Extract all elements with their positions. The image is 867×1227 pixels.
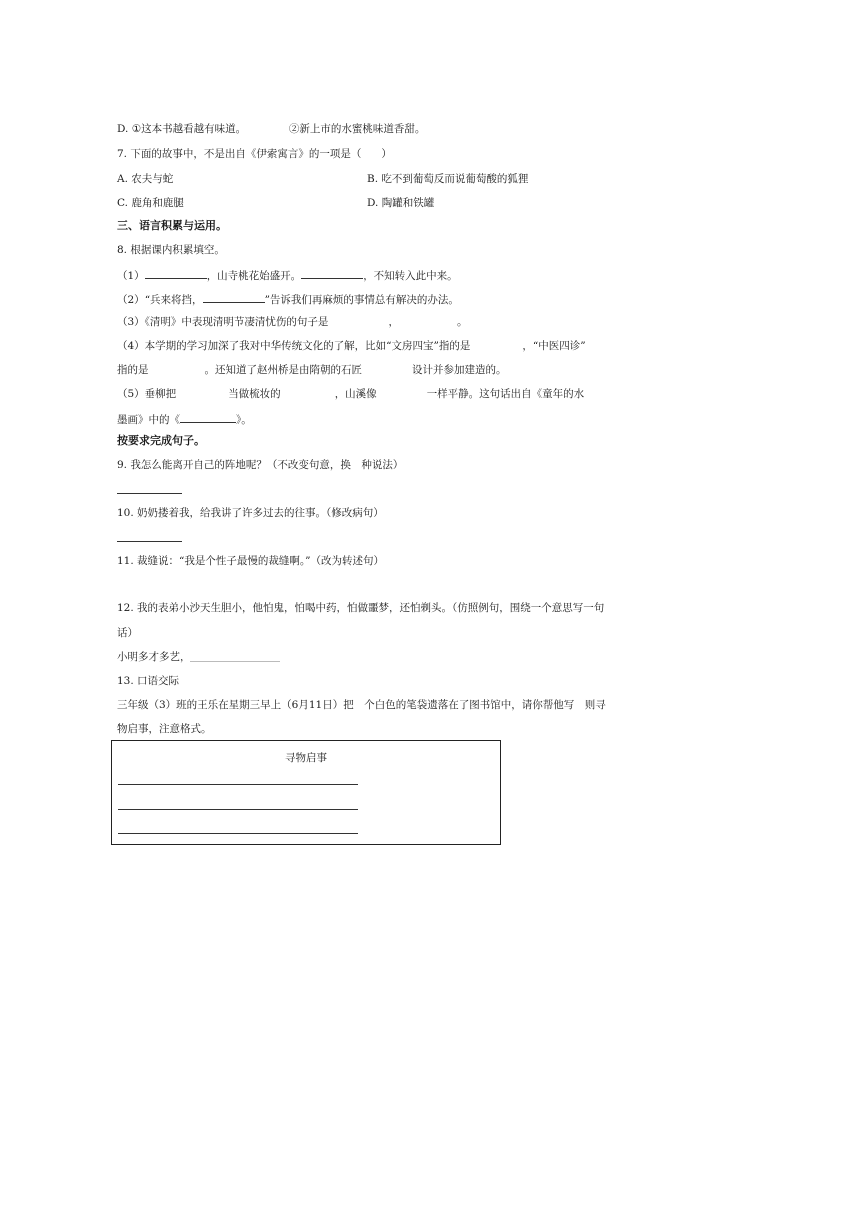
q8-item-5-line-1-b: ，山溪像 (334, 388, 377, 400)
lost-notice-title: 寻物启事 (285, 752, 327, 764)
q7-option-a: A. 农夫与蛇 (117, 173, 174, 185)
q8-item-4-line-2-start: 指的是 (117, 364, 149, 376)
q8-item-4-line-2-end: 设计并参加建造的。 (412, 364, 507, 376)
q12-line-2: 话） (117, 627, 138, 639)
q8-stem: 8. 根据课内积累填空。 (117, 244, 225, 256)
q7-stem (117, 147, 392, 161)
q8-item-1-part1: ，山寺桃花始盛开。 (206, 270, 302, 282)
q8-item-2-part1: “兵来将挡， (144, 294, 203, 306)
q6-option-d-part1: D. ①这本书越看越有味道。 (117, 123, 247, 135)
q8-item-3-comma: ， (388, 316, 399, 328)
lost-notice-line-3[interactable] (118, 833, 358, 834)
q8-item-5-line-1 (117, 387, 584, 401)
q8-item-3 (117, 315, 467, 329)
q13-line-1: 三年级（3）班的王乐在星期三早上（6月11日）把 个白色的笔袋遗落在了图书馆中，请你帮他写 则寻 (117, 699, 606, 711)
q8-item-3-period: 。 (456, 316, 468, 328)
lost-notice-line-2[interactable] (118, 809, 358, 810)
q12-answer-prefix: 小明多才多艺， (117, 651, 191, 663)
q8-item-5-blank[interactable] (180, 411, 236, 423)
q8-item-2 (117, 291, 459, 307)
q9-text: 9. 我怎么能离开自己的阵地呢？（不改变句意，换 种说法） (117, 459, 404, 471)
q6-option-d (117, 122, 425, 136)
q8-item-4-line-1-end: ，“中医四诊” (522, 340, 586, 352)
q8-item-4-line-2 (117, 363, 507, 377)
q8-item-5-line-2 (117, 411, 252, 427)
q8-item-4-line-2-mid: 。还知道了赵州桥是由隋朝的石匠 (204, 364, 362, 376)
q11-text: 11. 裁缝说：“我是个性子最慢的裁缝啊。”（改为转述句） (117, 555, 385, 567)
q10-text: 10. 奶奶搂着我，给我讲了许多过去的往事。（修改病句） (117, 507, 384, 519)
q13-line-2: 物启事，注意格式。 (117, 723, 212, 735)
q8-item-5-line-2-start: 墨画》中的《 (117, 414, 180, 426)
lost-notice-line-1[interactable] (118, 784, 358, 785)
q8-item-4-line-1-text: （4）本学期的学习加深了我对中华传统文化的了解，比如“文房四宝”指的是 (117, 340, 471, 352)
lost-notice-box (111, 740, 501, 845)
q8-item-3-text: （3）《清明》中表现清明节凄清忧伤的句子是 (117, 316, 329, 328)
section-3-title: 三、语言积累与运用。 (117, 219, 227, 232)
q7-option-c: C. 鹿角和鹿腿 (117, 197, 184, 209)
q10-answer-line[interactable] (117, 541, 182, 542)
q8-item-1-part2: ，不知转入此中来。 (363, 270, 458, 282)
q8-item-5-line-2-end: 》。 (236, 414, 252, 426)
q8-item-4-line-1 (117, 339, 586, 353)
q7-option-d: D. 陶罐和铁罐 (367, 197, 435, 209)
q8-item-2-part2: ”告诉我们再麻烦的事情总有解决的办法。 (264, 294, 459, 306)
q8-item-1-num: （1） (117, 270, 145, 282)
q7-option-b: B. 吃不到葡萄反而说葡萄酸的狐狸 (367, 173, 529, 185)
q12-line-1: 12. 我的表弟小沙天生胆小，他怕鬼，怕喝中药，怕做噩梦，还怕剃头。（仿照例句，围绕一个意思写一句 (117, 602, 605, 614)
q8-item-5-line-1-c: 一样平静。这句话出自《童年的水 (426, 388, 585, 400)
q8-item-5-line-1-start: （5）垂柳把 (117, 388, 177, 400)
q6-option-d-part2: ②新上市的水蜜桃味道香甜。 (288, 123, 426, 135)
q12-answer (117, 650, 191, 664)
q9-answer-line[interactable] (117, 493, 182, 494)
q7-stem-text: 7. 下面的故事中，不是出自《伊索寓言》的一项是（ (117, 148, 362, 160)
q8-item-1-blank-b[interactable] (301, 267, 363, 279)
q8-item-5-line-1-a: 当做梳妆的 (228, 388, 281, 400)
q8-item-1-blank-a[interactable] (145, 267, 207, 279)
q8-item-2-num: （2） (117, 294, 145, 306)
q7-stem-end: ） (381, 148, 392, 160)
q12-answer-line[interactable] (190, 661, 280, 662)
q8-item-2-blank[interactable] (203, 291, 265, 303)
q8-item-1 (117, 267, 458, 283)
q13-stem: 13. 口语交际 (117, 675, 180, 687)
section-sentences-title: 按要求完成句子。 (117, 434, 205, 447)
